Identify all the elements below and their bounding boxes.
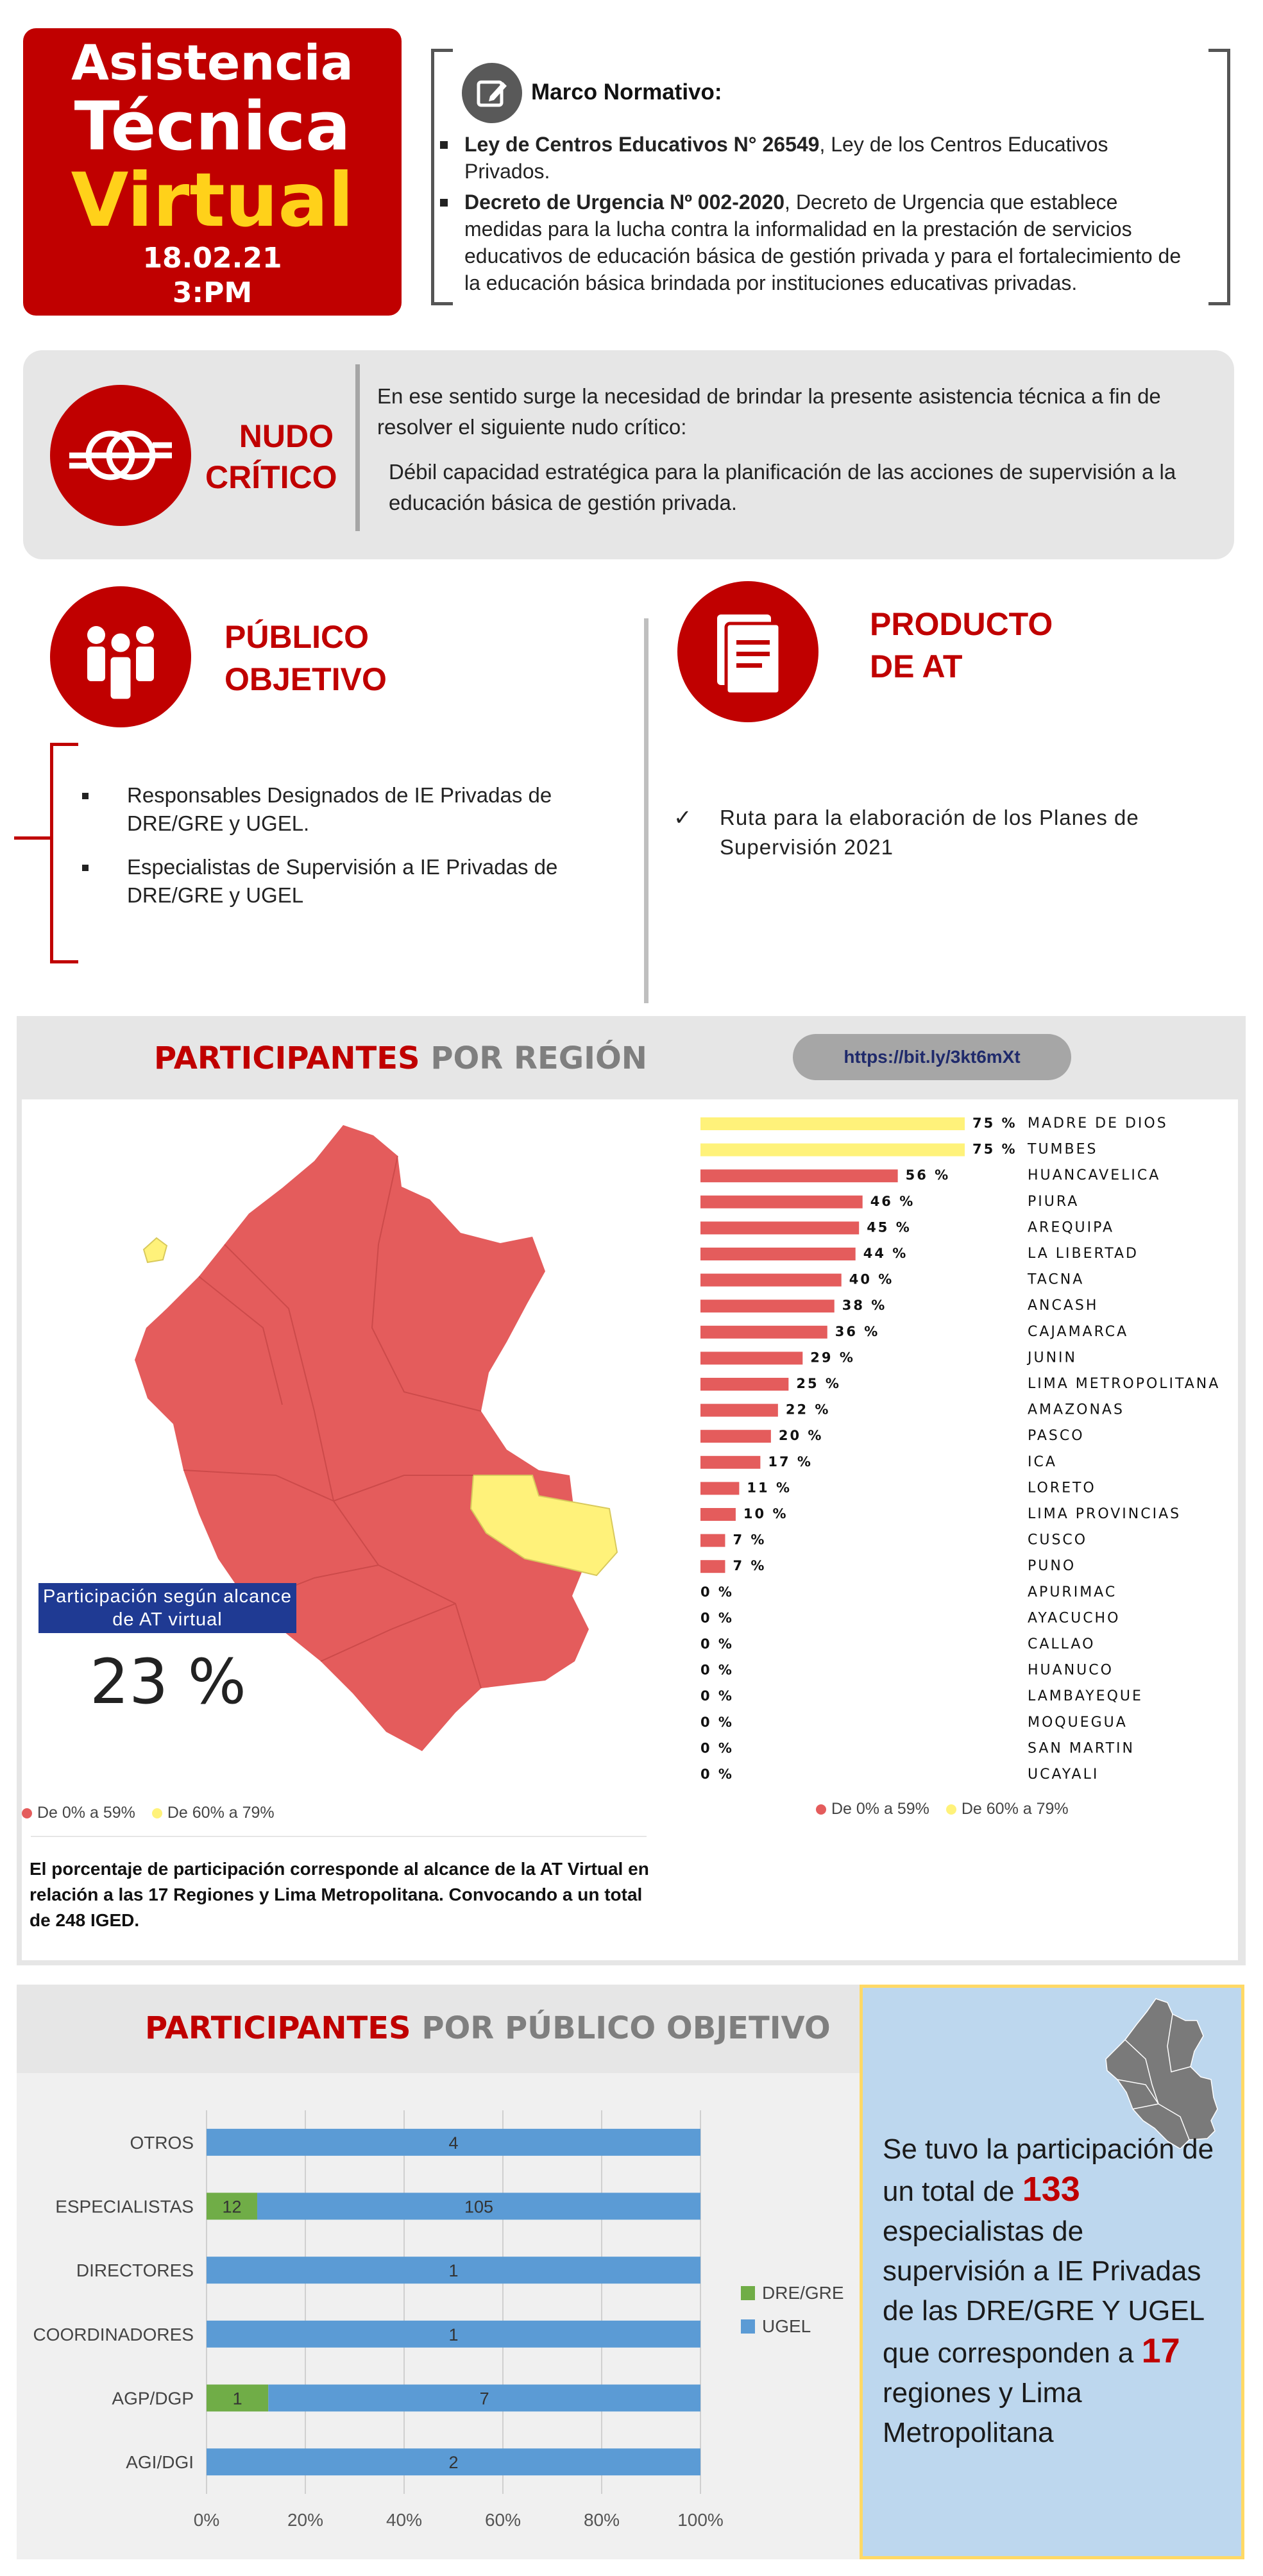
region-bar-category: APURIMAC [1028, 1584, 1117, 1600]
region-bar-value: 10 % [743, 1506, 788, 1521]
region-bar-category: LIMA PROVINCIAS [1028, 1506, 1182, 1522]
region-bar-category: CAJAMARCA [1028, 1323, 1129, 1340]
region-bar [700, 1534, 725, 1547]
bar-legend-dot-high [946, 1804, 956, 1815]
region-bar-category: UCAYALI [1028, 1767, 1099, 1783]
y-category-label: ESPECIALISTAS [55, 2196, 194, 2217]
normativo-item [440, 131, 1191, 185]
region-bar-value: 0 % [700, 1740, 734, 1756]
region-bar-value: 25 % [796, 1376, 841, 1391]
x-tick-label: 20% [287, 2510, 324, 2530]
producto-title-line-1: PRODUCTO [870, 606, 1053, 642]
nudo-divider [355, 364, 360, 531]
producto-item-text: Ruta para la elaboración de los Planes de Supervisión 2021 [720, 806, 1139, 859]
x-tick-label: 40% [386, 2510, 423, 2530]
segment-value-label: 7 [479, 2389, 489, 2409]
normativo-item-name: Ley de Centros Educativos N° 26549 [464, 133, 820, 156]
region-bar-category: PUNO [1028, 1558, 1076, 1575]
nudo-text [377, 381, 1230, 518]
legend-item-high [152, 1804, 275, 1822]
region-bar [700, 1117, 965, 1130]
legend-label: UGEL [762, 2316, 811, 2336]
region-bar-value: 0 % [700, 1688, 734, 1704]
region-bar-value: 46 % [870, 1193, 915, 1209]
region-bar-value: 20 % [778, 1428, 824, 1444]
region-bar-category: AYACUCHO [1028, 1610, 1121, 1627]
normativo-item-desc: , Ley de los Centros Educativos Privados. [464, 133, 1108, 183]
legend-label: DRE/GRE [762, 2283, 844, 2303]
title-card [23, 28, 402, 316]
normativo-item [440, 189, 1191, 296]
region-title-grey: POR REGIÓN [420, 1040, 647, 1076]
region-bar-value: 22 % [785, 1402, 831, 1418]
region-bar-value: 0 % [700, 1610, 734, 1626]
region-bar-value: 29 % [810, 1350, 855, 1366]
map-region-tumbes [144, 1238, 167, 1262]
publico-list [82, 781, 582, 925]
survey-link[interactable]: https://bit.ly/3kt6mXt [793, 1034, 1071, 1080]
participation-badge-label: Participación según alcance de AT virtual [38, 1583, 296, 1633]
segment-value-label: 105 [464, 2197, 494, 2217]
region-bar-chart [693, 1112, 1232, 1786]
normativo-item-name: Decreto de Urgencia Nº 002-2020 [464, 191, 785, 214]
region-bar-value: 45 % [867, 1219, 911, 1235]
region-bar-category: MOQUEGUA [1028, 1714, 1128, 1731]
summary-regions: 17 [1141, 2332, 1180, 2370]
legend-label-high: De 60% a 79% [167, 1804, 275, 1822]
region-bar [700, 1196, 863, 1208]
region-bar-value: 0 % [700, 1767, 734, 1782]
nudo-intro: En ese sentido surge la necesidad de brindar la presente asistencia técnica a fin de resolver el siguiente nudo crítico: [377, 384, 1161, 439]
document-icon [677, 581, 818, 722]
publico-title-line-2: OBJETIVO [225, 661, 387, 697]
region-bar-category: ICA [1028, 1453, 1057, 1470]
region-bar-category: TUMBES [1028, 1141, 1098, 1158]
region-bar [700, 1169, 898, 1182]
legend-label-low: De 0% a 59% [37, 1804, 135, 1822]
region-bar-category: ANCASH [1028, 1298, 1099, 1314]
region-bar-value: 40 % [849, 1271, 894, 1287]
region-bar-value: 44 % [863, 1246, 908, 1261]
x-tick-label: 80% [583, 2510, 620, 2530]
publico-bracket-tick [14, 836, 51, 840]
publico-bracket [50, 743, 78, 963]
summary-post: regiones y Lima Metropolitana [883, 2377, 1082, 2448]
bar-legend-dot-low [816, 1804, 826, 1815]
region-bar-category: MADRE DE DIOS [1028, 1115, 1168, 1131]
producto-title [870, 603, 1053, 688]
region-bar [700, 1430, 771, 1443]
region-bar-value: 75 % [972, 1115, 1017, 1131]
column-divider [644, 618, 648, 1003]
region-section-title [154, 1040, 647, 1076]
region-bar [700, 1352, 802, 1364]
region-bar-category: LAMBAYEQUE [1028, 1688, 1143, 1705]
region-bar [700, 1404, 778, 1417]
region-bar [700, 1326, 827, 1339]
region-bar-value: 11 % [747, 1480, 792, 1496]
region-bar-value: 36 % [835, 1323, 880, 1339]
region-note: El porcentaje de participación corresponde al alcance de la AT Virtual en relación a las 17 Regiones y Lima Metropolitana. Convocando a un total de 248 IGED. [30, 1859, 649, 1930]
publico-chart-title-grey: POR PÚBLICO OBJETIVO [411, 2010, 831, 2046]
region-bar-category: PASCO [1028, 1428, 1085, 1445]
title-line-3: Virtual [71, 157, 354, 244]
region-bar-category: JUNIN [1028, 1350, 1077, 1366]
segment-value-label: 2 [448, 2453, 459, 2473]
publico-title-line-1: PÚBLICO [225, 619, 369, 655]
edit-icon [462, 63, 522, 123]
region-bar-value: 56 % [905, 1167, 951, 1183]
publico-stacked-chart [26, 2085, 853, 2553]
x-tick-label: 100% [677, 2510, 724, 2530]
event-time: 3:PM [172, 276, 253, 309]
publico-section-title [145, 2010, 831, 2046]
region-bar-category: LORETO [1028, 1480, 1096, 1496]
region-bar-value: 0 % [700, 1714, 734, 1730]
region-bar [700, 1508, 736, 1521]
region-bar [700, 1560, 725, 1573]
region-bar-category: AMAZONAS [1028, 1402, 1124, 1418]
event-date: 18.02.21 [142, 242, 282, 275]
legend-swatch [741, 2286, 755, 2300]
plot-area [207, 2110, 700, 2494]
legend-item-low [22, 1804, 135, 1822]
region-bar [700, 1221, 859, 1234]
region-bar [700, 1378, 788, 1391]
normativo-title: Marco Normativo: [531, 80, 722, 105]
region-bar-value: 7 % [733, 1532, 767, 1548]
nudo-statement: Débil capacidad estratégica para la planificación de las acciones de supervisión a la educación básica de gestión privada. [389, 460, 1176, 514]
region-bar-value: 0 % [700, 1662, 734, 1678]
region-bar-value: 0 % [700, 1584, 734, 1600]
region-bar-category: PIURA [1028, 1193, 1080, 1210]
title-line-2: Técnica [74, 87, 351, 165]
region-bar [700, 1300, 835, 1312]
y-category-label: AGP/DGP [112, 2388, 194, 2409]
region-bar-value: 38 % [842, 1298, 887, 1314]
region-bar-category: CALLAO [1028, 1636, 1096, 1652]
segment-value-label: 1 [232, 2389, 242, 2409]
knot-icon [50, 385, 191, 526]
segment-value-label: 12 [222, 2197, 242, 2217]
publico-item: Responsables Designados de IE Privadas de DRE/GRE y UGEL. [82, 781, 582, 838]
x-tick-label: 60% [484, 2510, 521, 2530]
title-line-1: Asistencia [71, 34, 353, 91]
check-icon: ✓ [674, 806, 693, 830]
region-bar [700, 1144, 965, 1157]
publico-title [225, 616, 387, 700]
publico-item: Especialistas de Supervisión a IE Privadas de DRE/GRE y UGEL [82, 853, 582, 910]
region-bar-category: HUANUCO [1028, 1662, 1114, 1679]
segment-value-label: 1 [448, 2325, 459, 2344]
region-bar-category: HUANCAVELICA [1028, 1167, 1161, 1184]
region-bar-value: 75 % [972, 1141, 1017, 1157]
bar-legend-item-low [816, 1800, 929, 1818]
participation-badge-value: 23 % [90, 1646, 246, 1718]
y-category-label: COORDINADORES [33, 2324, 194, 2344]
bar-legend-label-low: De 0% a 59% [831, 1800, 929, 1818]
y-category-label: AGI/DGI [126, 2452, 194, 2473]
nudo-label-line-1: NUDO [239, 418, 334, 454]
segment-value-label: 4 [448, 2133, 459, 2153]
summary-text [883, 2130, 1229, 2453]
region-bar-value: 7 % [733, 1558, 767, 1574]
producto-title-line-2: DE AT [870, 648, 963, 684]
nudo-label-line-2: CRÍTICO [205, 459, 337, 495]
summary-total: 133 [1022, 2170, 1080, 2208]
peru-mini-map-icon [1101, 1995, 1223, 2149]
segment-value-label: 1 [448, 2261, 459, 2281]
x-tick-label: 0% [193, 2510, 220, 2530]
region-bar [700, 1274, 842, 1287]
normativo-bracket-right [1208, 49, 1230, 305]
region-bar-category: CUSCO [1028, 1532, 1088, 1548]
bar-legend-label-high: De 60% a 79% [961, 1800, 1069, 1818]
legend-dot-high [152, 1808, 162, 1818]
region-bar-value: 0 % [700, 1636, 734, 1652]
bar-chart-legend [816, 1800, 1085, 1818]
summary-mid: especialistas de supervisión a IE Privadas de las DRE/GRE Y UGEL que corresponden a [883, 2216, 1204, 2369]
nudo-label [205, 416, 337, 498]
region-bar-category: AREQUIPA [1028, 1219, 1115, 1236]
normativo-list [440, 131, 1191, 300]
y-category-label: DIRECTORES [76, 2260, 194, 2281]
region-bar-category: SAN MARTIN [1028, 1740, 1135, 1757]
y-category-label: OTROS [130, 2132, 194, 2153]
region-bar-category: TACNA [1028, 1271, 1085, 1288]
summary-pre: Se tuvo la participación de un total de [883, 2133, 1214, 2207]
region-bar [700, 1456, 760, 1469]
region-title-red: PARTICIPANTES [154, 1040, 420, 1076]
legend-swatch [741, 2319, 755, 2334]
region-bar-value: 17 % [768, 1453, 813, 1470]
people-icon [50, 586, 191, 727]
legend-dot-low [22, 1808, 32, 1818]
bar-legend-item-high [946, 1800, 1069, 1818]
region-bar-category: LIMA METROPOLITANA [1028, 1376, 1221, 1392]
region-bar [700, 1482, 739, 1495]
map-legend [22, 1804, 291, 1822]
map-rule [31, 1836, 647, 1837]
normativo-item-desc: , Decreto de Urgencia que establece medidas para la lucha contra la informalidad en la prestación de servicios educativos de educación básica de gestión privada y para el fortalecimiento de la educación básica brindada por instituciones educativas privadas. [464, 191, 1182, 294]
publico-chart-title-red: PARTICIPANTES [145, 2010, 411, 2046]
producto-item [674, 803, 1244, 862]
producto-list [674, 803, 1244, 862]
region-bar [700, 1248, 856, 1260]
region-bar-category: LA LIBERTAD [1028, 1246, 1139, 1262]
